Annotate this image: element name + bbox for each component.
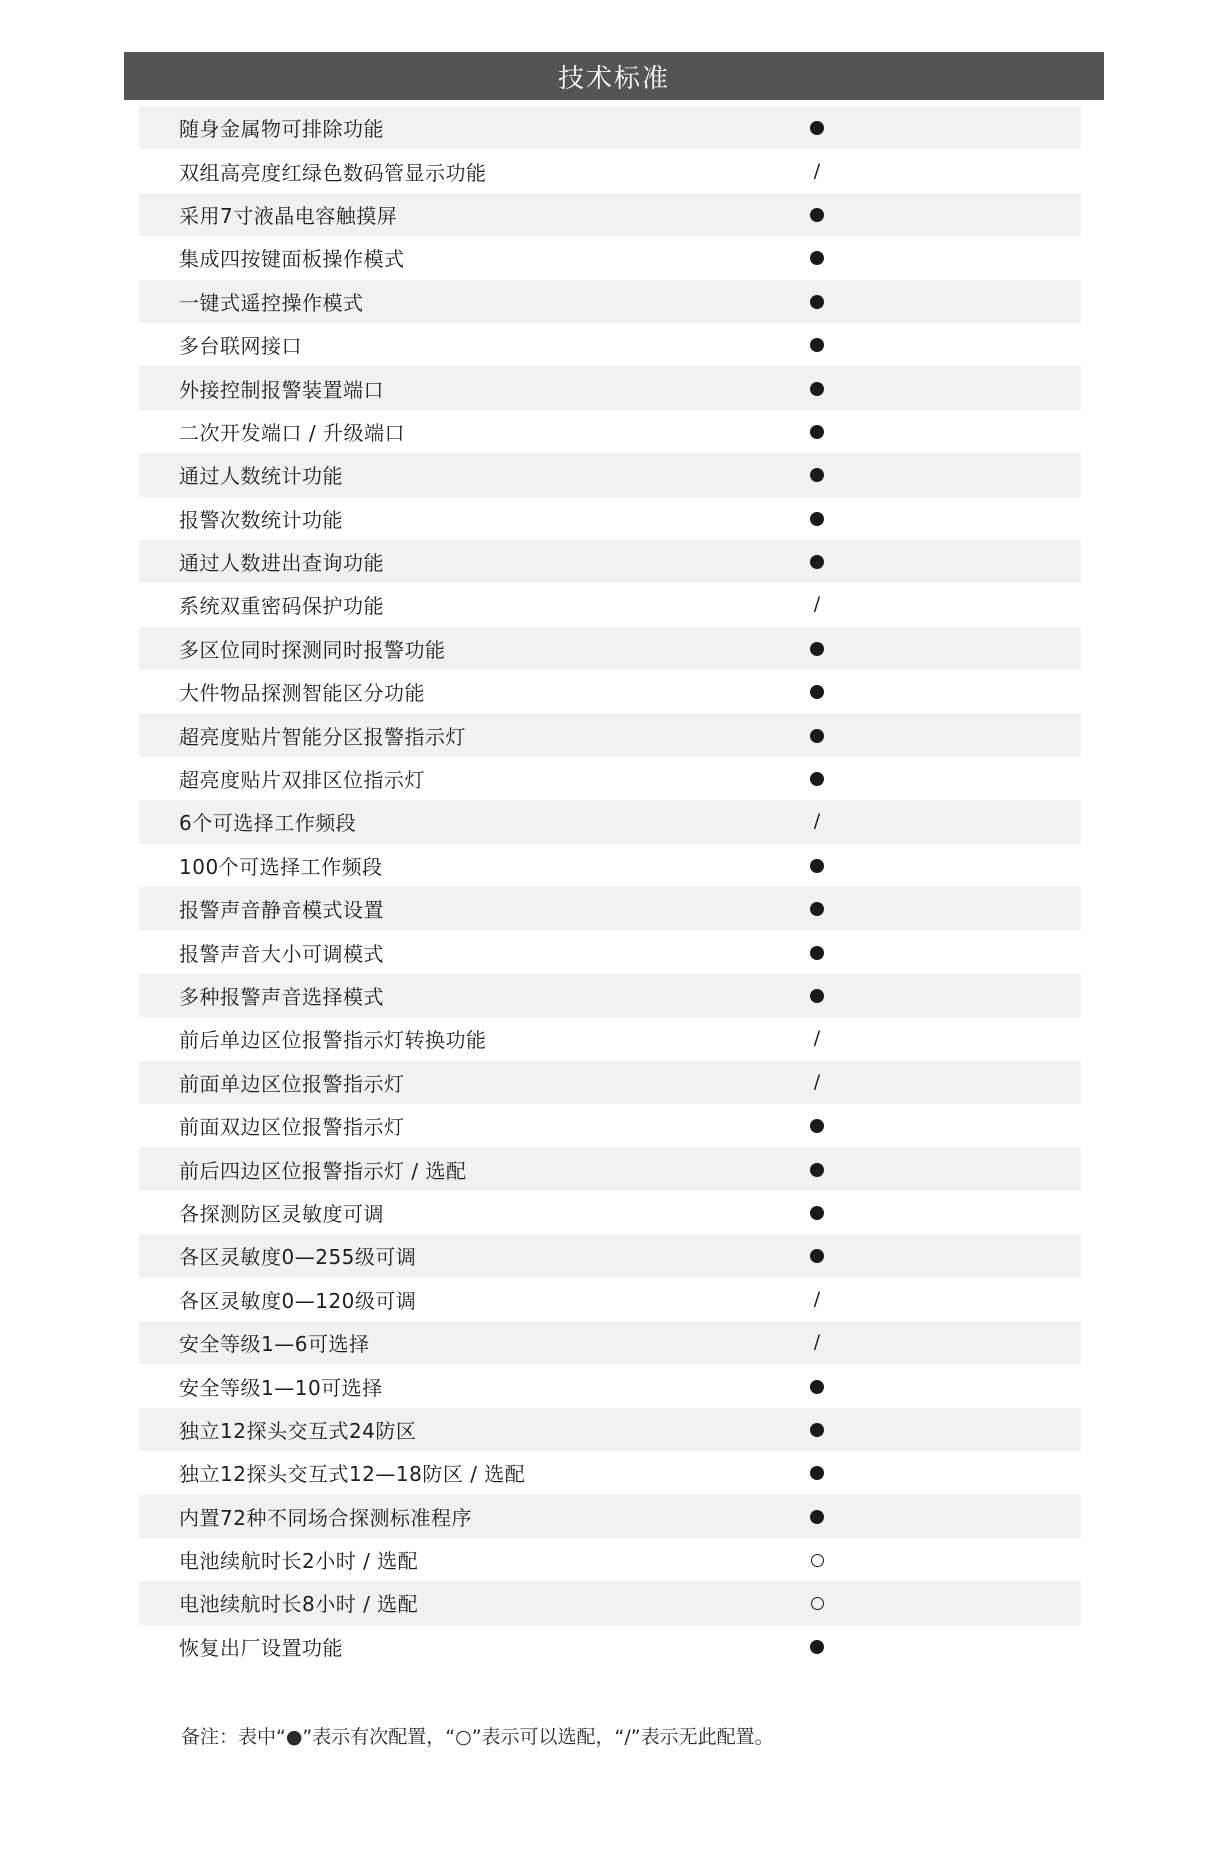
standard-dot-icon bbox=[802, 855, 832, 876]
filled-dot-icon bbox=[810, 902, 824, 916]
filled-dot-icon bbox=[810, 468, 824, 482]
filled-dot-icon bbox=[810, 1510, 824, 1524]
table-row bbox=[139, 1017, 1081, 1060]
standard-dot-icon bbox=[802, 508, 832, 529]
slash-mark: / bbox=[813, 810, 821, 833]
filled-dot-icon bbox=[810, 295, 824, 309]
standard-dot-icon bbox=[802, 204, 832, 225]
hollow-circle-icon bbox=[811, 1554, 824, 1567]
feature-label: 独立12探头交互式24防区 bbox=[179, 1418, 417, 1443]
table-header bbox=[124, 52, 1104, 100]
optional-ring-icon bbox=[802, 1592, 832, 1613]
filled-dot-icon bbox=[810, 946, 824, 960]
feature-label: 安全等级1—6可选择 bbox=[179, 1332, 370, 1357]
slash-mark: / bbox=[813, 1070, 821, 1093]
table-row bbox=[139, 1495, 1081, 1538]
table-row bbox=[139, 1234, 1081, 1277]
feature-label: 超亮度贴片智能分区报警指示灯 bbox=[179, 724, 466, 749]
table-row bbox=[139, 1451, 1081, 1494]
not-available-mark bbox=[802, 1072, 832, 1093]
spec-table bbox=[139, 106, 1081, 1668]
feature-label: 电池续航时长8小时 / 选配 bbox=[179, 1592, 419, 1617]
table-row bbox=[139, 757, 1081, 800]
table-row bbox=[139, 323, 1081, 366]
table-row bbox=[139, 1061, 1081, 1104]
optional-ring-icon bbox=[802, 1549, 832, 1570]
standard-dot-icon bbox=[802, 291, 832, 312]
table-row bbox=[139, 1104, 1081, 1147]
standard-dot-icon bbox=[802, 1636, 832, 1657]
hollow-circle-icon bbox=[811, 1597, 824, 1610]
filled-dot-icon bbox=[810, 1249, 824, 1263]
filled-dot-icon bbox=[810, 989, 824, 1003]
not-available-mark bbox=[802, 594, 832, 615]
table-row bbox=[139, 1147, 1081, 1190]
filled-dot-icon bbox=[810, 1466, 824, 1480]
standard-dot-icon bbox=[802, 898, 832, 919]
standard-dot-icon bbox=[802, 681, 832, 702]
standard-dot-icon bbox=[802, 247, 832, 268]
standard-dot-icon bbox=[802, 1115, 832, 1136]
not-available-mark bbox=[802, 811, 832, 832]
filled-dot-icon bbox=[810, 1423, 824, 1437]
filled-dot-icon bbox=[810, 425, 824, 439]
standard-dot-icon bbox=[802, 1202, 832, 1223]
feature-label: 报警声音大小可调模式 bbox=[179, 941, 384, 966]
legend-note: 备注：表中“●”表示有次配置，“○”表示可以选配，“/”表示无此配置。 bbox=[181, 1726, 774, 1748]
feature-label: 随身金属物可排除功能 bbox=[179, 117, 384, 142]
filled-dot-icon bbox=[810, 1640, 824, 1654]
not-available-mark bbox=[802, 1332, 832, 1353]
feature-label: 外接控制报警装置端口 bbox=[179, 377, 384, 402]
table-row bbox=[139, 1538, 1081, 1581]
filled-dot-icon bbox=[810, 121, 824, 135]
table-row bbox=[139, 1364, 1081, 1407]
standard-dot-icon bbox=[802, 421, 832, 442]
standard-dot-icon bbox=[802, 942, 832, 963]
table-title: 技术标准 bbox=[557, 63, 670, 94]
table-row bbox=[139, 1581, 1081, 1624]
table-row bbox=[139, 1408, 1081, 1451]
feature-label: 通过人数进出查询功能 bbox=[179, 551, 384, 576]
feature-label: 采用7寸液晶电容触摸屏 bbox=[179, 203, 398, 228]
standard-dot-icon bbox=[802, 1506, 832, 1527]
table-row bbox=[139, 453, 1081, 496]
feature-label: 前面双边区位报警指示灯 bbox=[179, 1115, 405, 1140]
standard-dot-icon bbox=[802, 638, 832, 659]
filled-dot-icon bbox=[810, 1206, 824, 1220]
feature-label: 前后单边区位报警指示灯转换功能 bbox=[179, 1028, 487, 1053]
feature-label: 恢复出厂设置功能 bbox=[179, 1635, 343, 1660]
feature-label: 电池续航时长2小时 / 选配 bbox=[179, 1549, 419, 1574]
table-row bbox=[139, 366, 1081, 409]
table-row bbox=[139, 149, 1081, 192]
feature-label: 报警次数统计功能 bbox=[179, 507, 343, 532]
not-available-mark bbox=[802, 1028, 832, 1049]
feature-label: 超亮度贴片双排区位指示灯 bbox=[179, 768, 425, 793]
standard-dot-icon bbox=[802, 985, 832, 1006]
slash-mark: / bbox=[813, 1287, 821, 1310]
standard-dot-icon bbox=[802, 1462, 832, 1483]
table-row bbox=[139, 887, 1081, 930]
standard-dot-icon bbox=[802, 768, 832, 789]
standard-dot-icon bbox=[802, 551, 832, 572]
table-row bbox=[139, 236, 1081, 279]
standard-dot-icon bbox=[802, 1419, 832, 1440]
filled-dot-icon bbox=[810, 382, 824, 396]
table-row bbox=[139, 844, 1081, 887]
feature-label: 前面单边区位报警指示灯 bbox=[179, 1071, 405, 1096]
slash-mark: / bbox=[813, 593, 821, 616]
filled-dot-icon bbox=[810, 772, 824, 786]
feature-label: 系统双重密码保护功能 bbox=[179, 594, 384, 619]
filled-dot-icon bbox=[810, 338, 824, 352]
table-row bbox=[139, 1191, 1081, 1234]
table-row bbox=[139, 583, 1081, 626]
table-row bbox=[139, 497, 1081, 540]
feature-label: 6个可选择工作频段 bbox=[179, 811, 357, 836]
table-row bbox=[139, 410, 1081, 453]
filled-dot-icon bbox=[810, 251, 824, 265]
feature-label: 多区位同时探测同时报警功能 bbox=[179, 637, 446, 662]
table-row bbox=[139, 280, 1081, 323]
feature-label: 双组高亮度红绿色数码管显示功能 bbox=[179, 160, 487, 185]
filled-dot-icon bbox=[810, 859, 824, 873]
feature-label: 集成四按键面板操作模式 bbox=[179, 247, 405, 272]
filled-dot-icon bbox=[810, 642, 824, 656]
standard-dot-icon bbox=[802, 117, 832, 138]
table-row bbox=[139, 713, 1081, 756]
slash-mark: / bbox=[813, 1331, 821, 1354]
feature-label: 报警声音静音模式设置 bbox=[179, 898, 384, 923]
table-row bbox=[139, 670, 1081, 713]
standard-dot-icon bbox=[802, 725, 832, 746]
table-row bbox=[139, 627, 1081, 670]
table-row bbox=[139, 106, 1081, 149]
feature-label: 安全等级1—10可选择 bbox=[179, 1375, 383, 1400]
table-row bbox=[139, 800, 1081, 843]
filled-dot-icon bbox=[810, 555, 824, 569]
feature-label: 多台联网接口 bbox=[179, 334, 302, 359]
filled-dot-icon bbox=[810, 729, 824, 743]
feature-label: 各区灵敏度0—255级可调 bbox=[179, 1245, 417, 1270]
standard-dot-icon bbox=[802, 1245, 832, 1266]
feature-label: 各探测防区灵敏度可调 bbox=[179, 1201, 384, 1226]
filled-dot-icon bbox=[810, 1380, 824, 1394]
feature-label: 二次开发端口 / 升级端口 bbox=[179, 420, 405, 445]
table-row bbox=[139, 1278, 1081, 1321]
standard-dot-icon bbox=[802, 378, 832, 399]
standard-dot-icon bbox=[802, 1159, 832, 1180]
standard-dot-icon bbox=[802, 1376, 832, 1397]
standard-dot-icon bbox=[802, 334, 832, 355]
slash-mark: / bbox=[813, 1027, 821, 1050]
filled-dot-icon bbox=[810, 512, 824, 526]
table-row bbox=[139, 974, 1081, 1017]
feature-label: 内置72种不同场合探测标准程序 bbox=[179, 1505, 472, 1530]
table-row bbox=[139, 930, 1081, 973]
not-available-mark bbox=[802, 161, 832, 182]
table-row bbox=[139, 540, 1081, 583]
feature-label: 多种报警声音选择模式 bbox=[179, 985, 384, 1009]
filled-dot-icon bbox=[810, 685, 824, 699]
filled-dot-icon bbox=[810, 1119, 824, 1133]
feature-label: 100个可选择工作频段 bbox=[179, 854, 383, 879]
feature-label: 大件物品探测智能区分功能 bbox=[179, 681, 425, 706]
not-available-mark bbox=[802, 1289, 832, 1310]
feature-label: 独立12探头交互式12—18防区 / 选配 bbox=[179, 1462, 526, 1487]
table-row bbox=[139, 1625, 1081, 1668]
standard-dot-icon bbox=[802, 464, 832, 485]
filled-dot-icon bbox=[810, 1163, 824, 1177]
slash-mark: / bbox=[813, 159, 821, 182]
table-row bbox=[139, 193, 1081, 236]
feature-label: 一键式遥控操作模式 bbox=[179, 290, 364, 315]
filled-dot-icon bbox=[810, 208, 824, 222]
table-row bbox=[139, 1321, 1081, 1364]
feature-label: 前后四边区位报警指示灯 / 选配 bbox=[179, 1158, 467, 1183]
feature-label: 通过人数统计功能 bbox=[179, 464, 343, 489]
feature-label: 各区灵敏度0—120级可调 bbox=[179, 1288, 417, 1313]
